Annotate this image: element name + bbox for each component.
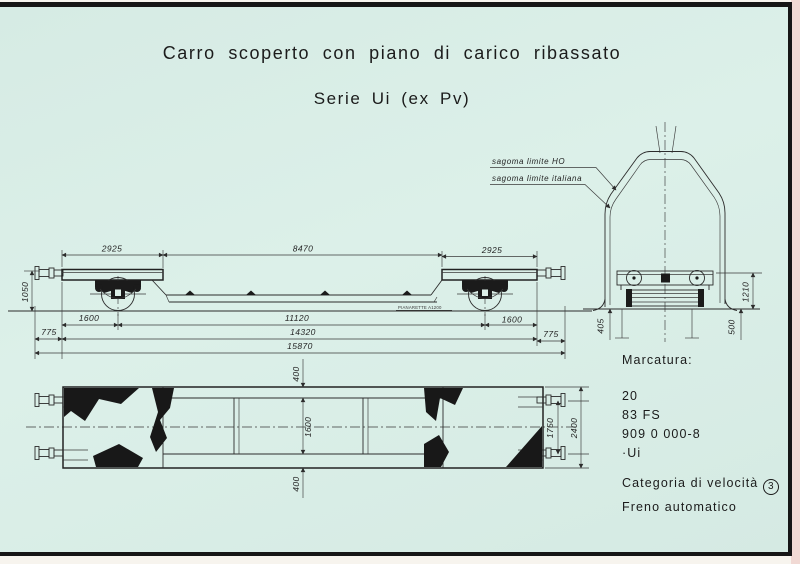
plan-view (26, 359, 589, 498)
plan-right-dimensions (545, 387, 589, 468)
stake-pocket (246, 291, 256, 296)
dim-side-margin-top: 400 (291, 366, 301, 382)
dim-floor-drop-left: 405 (595, 318, 606, 334)
dim-axle-headstock-left: 1600 (78, 313, 100, 323)
marcatura-line: ·Ui (622, 446, 642, 460)
scan-edge (791, 0, 800, 564)
drawing-sheet (0, 2, 792, 556)
dim-floor-drop-right: 500 (726, 319, 737, 335)
marcatura-line: 20 (622, 389, 639, 403)
speed-category-label: Categoria di velocità (622, 476, 759, 490)
brake-label: Freno automatico (622, 500, 737, 514)
dim-buffer-right: 775 (543, 329, 559, 339)
marcatura-block (622, 353, 779, 519)
coupling-hook (661, 274, 670, 283)
gauge-label-ho: sagoma limite HO (492, 157, 566, 166)
dim-buffer-height: 1050 (20, 281, 30, 303)
buffer-height-dimension (20, 271, 40, 311)
marcatura-line: 83 FS (622, 408, 661, 422)
gauge-label-italiana: sagoma limite italiana (492, 174, 583, 183)
dim-buffer-centers: 1750 (545, 417, 555, 439)
dim-total-length: 15870 (287, 341, 313, 351)
loading-gauge-profile-ho (605, 152, 725, 308)
dim-overhang-left: 2925 (101, 243, 123, 254)
dim-side-margin-bottom: 400 (291, 476, 301, 492)
speed-category-badge: 3 (763, 479, 779, 495)
page-subtitle: Serie Ui (ex Pv) (313, 89, 471, 108)
lowered-floor (152, 280, 442, 302)
dim-frame-length: 14320 (290, 327, 316, 337)
dim-low-floor-length: 8470 (292, 243, 314, 254)
stake-pocket (185, 291, 195, 296)
side-view-top-dimensions (62, 244, 537, 269)
dim-axle-headstock-right: 1600 (501, 314, 523, 325)
cross-section-dimensions (596, 273, 763, 340)
marcatura-heading: Marcatura: (622, 353, 693, 367)
dim-floor-width: 1600 (303, 416, 313, 438)
floor-note-stamp: PIANARETTE A1200 (398, 305, 442, 310)
speed-category-row (622, 476, 779, 495)
plan-width-dimensions (291, 359, 313, 498)
gauge-labels (490, 157, 616, 208)
dim-end-height: 1210 (740, 281, 751, 303)
marcatura-line: 909 0 000-8 (622, 427, 701, 441)
dim-buffer-left: 775 (41, 327, 57, 337)
dim-overall-width: 2400 (569, 417, 579, 439)
page-title: Carro scoperto con piano di carico ribassato (162, 43, 622, 63)
stake-pocket (402, 291, 412, 296)
cross-section-view (490, 122, 762, 342)
stake-pocket (320, 291, 330, 296)
side-elevation-view (8, 244, 592, 360)
dim-axle-spacing: 11120 (284, 313, 310, 323)
dim-overhang-right: 2925 (481, 245, 503, 255)
